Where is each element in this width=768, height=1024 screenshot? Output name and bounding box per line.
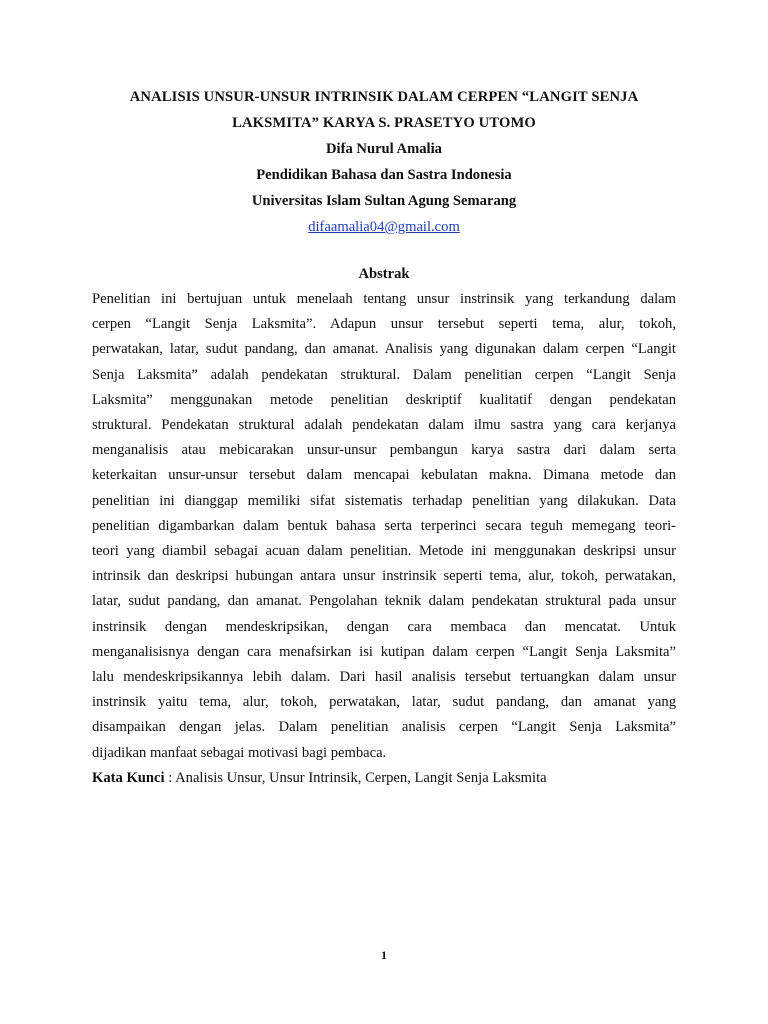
author-name: Difa Nurul Amalia [326, 141, 442, 157]
abstract-line: teori yang diambil sebagai acuan dalam penelitian. Metode ini menggunakan deskripsi unsur [92, 543, 676, 560]
abstract-line: Penelitian ini bertujuan untuk menelaah tentang unsur instrinsik yang terkandung dalam [92, 291, 676, 307]
abstract-line: intrinsik dan deskripsi hubungan antara unsur instrinsik seperti tema, alur, tokoh, perwatakan, [92, 568, 676, 585]
abstract-line: Laksmita” menggunakan metode penelitian deskriptif kualitatif dengan pendekatan [92, 391, 676, 408]
abstract-line: instrinsik dengan mendeskripsikan, dengan cara membaca dan mencatat. Untuk [92, 618, 676, 635]
abstract-line: struktural. Pendekatan struktural adalah pendekatan dalam ilmu sastra yang cara kerjanya [92, 417, 676, 434]
abstract-line: dijadikan manfaat sebagai motivasi bagi pembaca. [92, 744, 387, 761]
keywords-text: : Analisis Unsur, Unsur Intrinsik, Cerpen, Langit Senja Laksmita [164, 769, 547, 786]
abstract-body [92, 287, 676, 766]
abstract-line: menganalisisnya dengan cara menafsirkan isi kutipan dalam cerpen “Langit Senja Laksmita” [92, 643, 676, 660]
author-email-link[interactable]: difaamalia04@gmail.com [308, 219, 460, 235]
abstract-line: lalu mendeskripsikannya lebih dalam. Dari hasil analisis tersebut tertuangkan dalam unsur [92, 669, 676, 686]
abstract-line: penelitian digambarkan dalam bentuk bahasa serta terperinci secara teguh memegang teori- [92, 517, 676, 534]
keywords-row [92, 766, 676, 791]
abstract-line: latar, sudut pandang, dan amanat. Pengolahan teknik dalam pendekatan struktural pada unsur [92, 593, 676, 610]
abstract-line: Senja Laksmita” adalah pendekatan struktural. Dalam penelitian cerpen “Langit Senja [92, 366, 676, 383]
document-page [92, 84, 676, 791]
abstract-heading: Abstrak [358, 266, 410, 282]
paper-title-line-1: ANALISIS UNSUR-UNSUR INTRINSIK DALAM CERPEN “LANGIT SENJA [129, 89, 639, 105]
abstract-line: instrinsik yaitu tema, alur, tokoh, perwatakan, latar, sudut pandang, dan amanat yang [92, 694, 676, 711]
author-university: Universitas Islam Sultan Agung Semarang [251, 193, 517, 209]
paper-title-line-2: LAKSMITA” KARYA S. PRASETYO UTOMO [232, 115, 536, 131]
abstract-line: keterkaitan unsur-unsur tersebut dalam mencapai kebulatan makna. Dimana metode dan [92, 467, 676, 484]
abstract-line: penelitian ini dianggap memiliki sifat sistematis terhadap penelitian yang dilakukan. Data [92, 492, 676, 509]
abstract-line: disampaikan dengan jelas. Dalam penelitian analisis cerpen “Langit Senja Laksmita” [92, 719, 676, 736]
keywords-label: Kata Kunci [92, 769, 165, 786]
abstract-line: menganalisis atau mebicarakan unsur-unsur pembangun karya sastra dari dalam serta [92, 442, 676, 459]
author-email-row [92, 214, 676, 240]
author-department: Pendidikan Bahasa dan Sastra Indonesia [256, 167, 512, 183]
abstract-line: cerpen “Langit Senja Laksmita”. Adapun unsur tersebut seperti tema, alur, tokoh, [92, 316, 676, 333]
abstract-line: perwatakan, latar, sudut pandang, dan amanat. Analisis yang digunakan dalam cerpen “Langit [92, 341, 676, 358]
page-number: 1 [381, 948, 387, 962]
